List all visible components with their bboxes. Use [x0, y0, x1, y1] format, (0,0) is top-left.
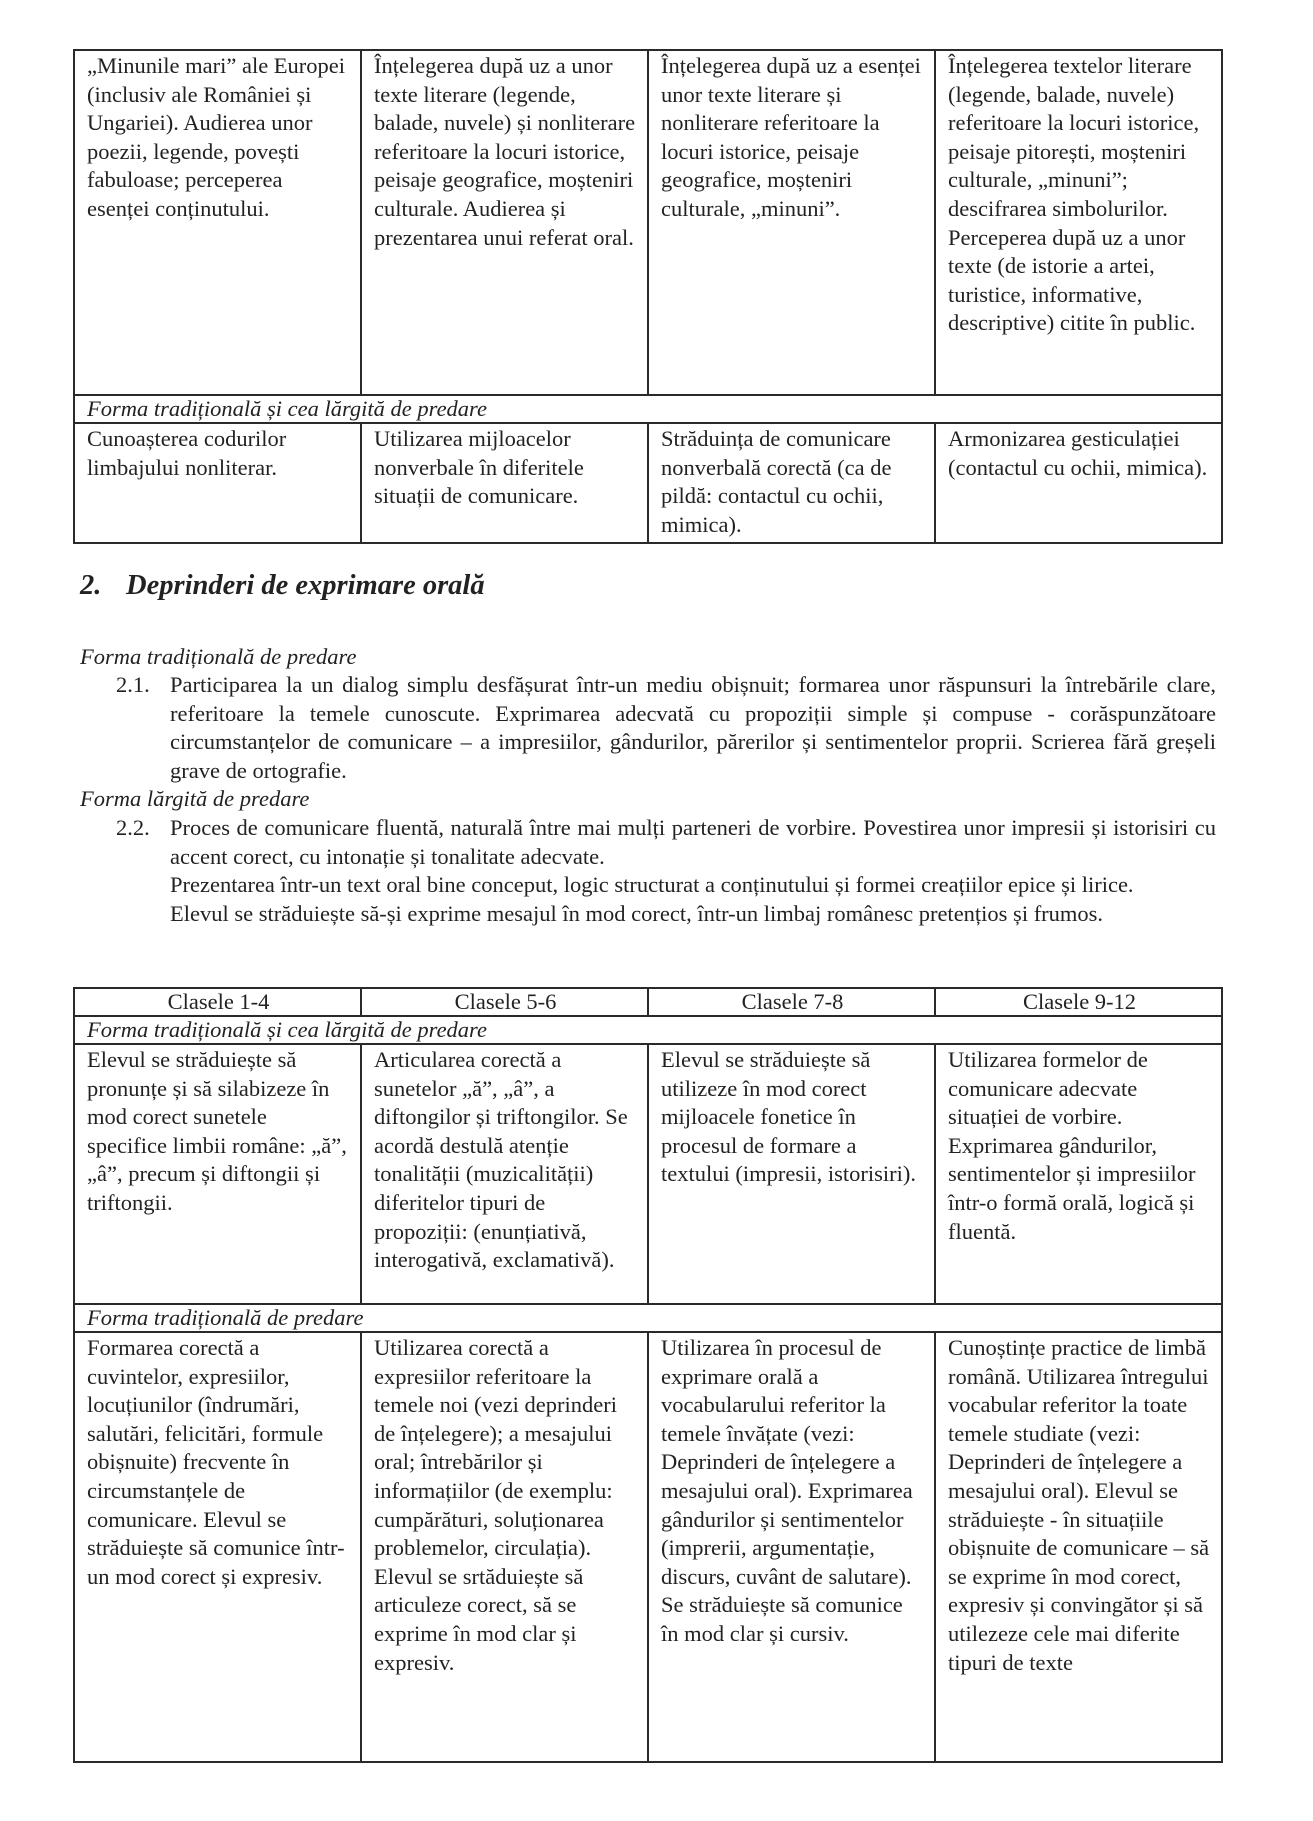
teaching-form-label: Forma tradițională de predare	[80, 644, 357, 669]
cell-grades-5-6: Utilizarea mijloacelor nonverbale în diferitele situații de comunicare.	[361, 423, 648, 543]
table-section-row	[74, 395, 1222, 423]
section-heading	[80, 570, 485, 602]
cell-grades-1-4: Cunoașterea codurilor limbajului nonliterar.	[74, 423, 361, 543]
cell-grades-1-4: „Minunile mari” ale Europei (inclusiv ale României și Ungariei). Audierea unor poezii, legende, povești fabuloase; perceperea esenței conținutului.	[74, 50, 361, 395]
column-header: Clasele 9-12	[935, 988, 1222, 1016]
objective-item	[116, 671, 1216, 785]
cell-grades-5-6: Înțelegerea după uz a unor texte literare (legende, balade, nuvele) și nonliterare referitoare la locuri istorice, peisaje geografice, moșteniri culturale. Audierea și prezentarea unui referat oral.	[361, 50, 648, 395]
table-section-row	[74, 1304, 1222, 1332]
objective-number: 2.2.	[116, 815, 150, 840]
teaching-form-label: Forma lărgită de predare	[80, 786, 310, 811]
cell-grades-1-4: Elevul se străduiește să pronunțe și să silabizeze în mod corect sunetele specifice limbii române: „ă”, „â”, precum și diftongii și triftongii.	[74, 1044, 361, 1304]
oral-expression-table	[73, 987, 1223, 1763]
table-row	[74, 423, 1222, 543]
cell-grades-7-8: Elevul se străduiește să utilizeze în mod corect mijloacele fonetice în procesul de formare a textului (impresii, istorisiri).	[648, 1044, 935, 1304]
table-header-row	[74, 988, 1222, 1016]
section-number: 2.	[80, 570, 102, 601]
column-header: Clasele 1-4	[74, 988, 361, 1016]
cell-grades-7-8: Străduința de comunicare nonverbală corectă (ca de pildă: contactul cu ochii, mimica).	[648, 423, 935, 543]
teaching-form-label: Forma tradițională și cea lărgită de predare	[74, 1016, 1222, 1044]
objective-text: Proces de comunicare fluentă, naturală între mai mulți parteneri de vorbire. Povestirea unor impresii și istorisiri cu accent corect, cu intonație și tonalitate adecvate.	[170, 815, 1216, 869]
column-header: Clasele 7-8	[648, 988, 935, 1016]
table-row	[74, 50, 1222, 395]
skills-table-continued	[73, 49, 1223, 544]
table-section-row	[74, 1016, 1222, 1044]
objective-text: Prezentarea într-un text oral bine conceput, logic structurat a conținutului și formei creațiilor epice și lirice.	[170, 872, 1134, 898]
cell-grades-7-8: Utilizarea în procesul de exprimare orală a vocabularului referitor la temele învățate (vezi: Deprinderi de înțelegere a mesajului oral). Exprimarea gândurilor și sentimentelor (imprerii, argumentație, discurs, cuvânt de salutare). Se străduiește să comunice în mod clar și cursiv.	[648, 1332, 935, 1762]
teaching-form-label: Forma tradițională de predare	[74, 1304, 1222, 1332]
section-title: Deprinderi de exprimare orală	[126, 570, 485, 601]
cell-grades-9-12: Utilizarea formelor de comunicare adecvate situației de vorbire. Exprimarea gândurilor, sentimentelor și impresiilor într-o formă orală, logică și fluentă.	[935, 1044, 1222, 1304]
objective-text: Participarea la un dialog simplu desfășurat într-un mediu obișnuit; formarea unor răspunsuri la întrebările clare, referitoare la temele cunoscute. Exprimarea adecvată cu propoziții simple și compuse - corăspunzătoare circumstanțelor de comunicare – a impresiilor, gândurilor, părerilor și sentimentelor proprii. Scrierea fără greșeli grave de ortografie.	[170, 672, 1216, 783]
teaching-form-label: Forma tradițională și cea lărgită de predare	[74, 395, 1222, 423]
cell-grades-7-8: Înțelegerea după uz a esenței unor texte literare și nonliterare referitoare la locuri istorice, peisaje geografice, moșteniri culturale, „minuni”.	[648, 50, 935, 395]
objective-text: Elevul se străduiește să-și exprime mesajul în mod corect, într-un limbaj românesc pretențios și frumos.	[170, 900, 1104, 926]
table-row	[74, 1044, 1222, 1304]
cell-grades-5-6: Utilizarea corectă a expresiilor referitoare la temele noi (vezi deprinderi de înțelegere); a mesajului oral; întrebărilor și informațiilor (de exemplu: cumpărături, soluționarea problemelor, circulația). Elevul se srtăduiește să articuleze corect, să se exprime în mod clar și expresiv.	[361, 1332, 648, 1762]
cell-grades-9-12: Înțelegerea textelor literare (legende, balade, nuvele) referitoare la locuri istorice, peisaje pitorești, moșteniri culturale, „minuni”; descifrarea simbolurilor. Perceperea după uz a unor texte (de istorie a artei, turistice, informative, descriptive) citite în public.	[935, 50, 1222, 395]
column-header: Clasele 5-6	[361, 988, 648, 1016]
table-row	[74, 1332, 1222, 1762]
cell-grades-9-12: Armonizarea gesticulației (contactul cu ochii, mimica).	[935, 423, 1222, 543]
objective-item	[116, 814, 1216, 928]
cell-grades-1-4: Formarea corectă a cuvintelor, expresiilor, locuțiunilor (îndrumări, salutări, felicitări, formule obișnuite) frecvente în circumstanțele de comunicare. Elevul se străduiește să comunice într-un mod corect și expresiv.	[74, 1332, 361, 1762]
cell-grades-5-6: Articularea corectă a sunetelor „ă”, „â”, a diftongilor și triftongilor. Se acordă destulă atenție tonalității (muzicalității) diferitelor tipuri de propoziții: (enunțiativă, interogativă, exclamativă).	[361, 1044, 648, 1304]
cell-grades-9-12: Cunoștințe practice de limbă română. Utilizarea întregului vocabular referitor la toate temele studiate (vezi: Deprinderi de înțelegere a mesajului oral). Elevul se străduiește - în situațiile obișnuite de comunicare – să se exprime în mod corect, expresiv și convingător și să utilezeze cele mai diferite tipuri de texte	[935, 1332, 1222, 1762]
objective-number: 2.1.	[116, 672, 150, 697]
